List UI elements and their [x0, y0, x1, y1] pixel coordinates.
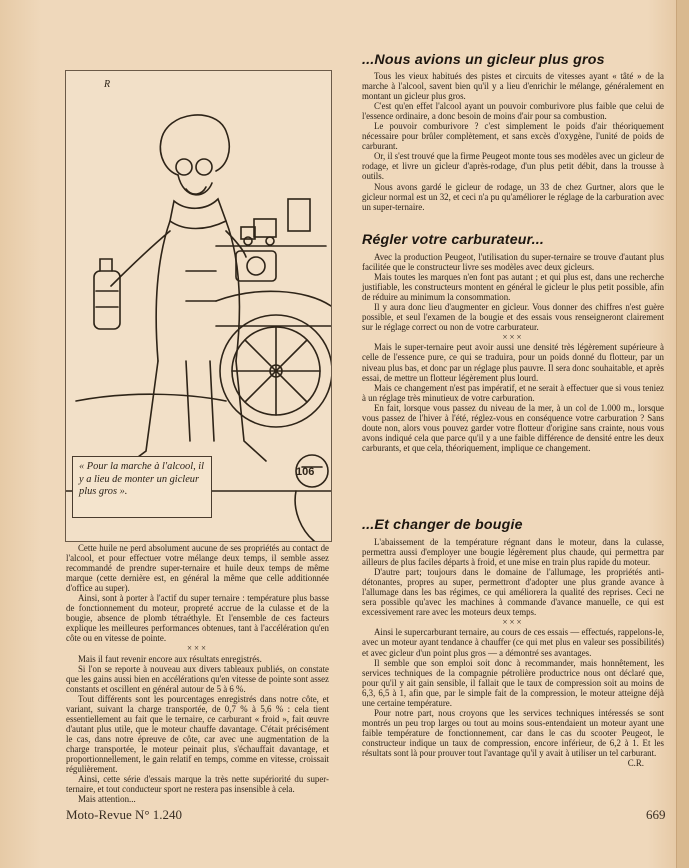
section-heading-carburateur: Régler votre carburateur...: [362, 232, 545, 248]
paragraph: D'autre part; toujours dans le domaine de l'allumage, les propriétés anti-détonantes, propres au super, permettront d'adopter une plus grande avance à l'allumage dans les bas régimes, ce qui améliorera la qualité des reprises. Ceci ne sera possible qu'avec les machines à commande d'avance manuelle, ce qui est excessivement rare avec les moteurs deux temps.: [362, 567, 664, 618]
paragraph: C'est qu'en effet l'alcool ayant un pouvoir comburivore plus faible que celui de l'essence ordinaire, a donc besoin de moins d'air pour sa combustion.: [362, 101, 664, 122]
section-gicleur-text: [362, 71, 664, 212]
paragraph: Pour notre part, nous croyons que les services techniques intéressés se sont montrés un peu trop larges ou tout au moins sous-entendaient un moteur ayant une faible température de fonctionnement, car dans le cas du scooter Peugeot, le constructeur indique un taux de compression, encore inférieur, de 6,2 à 1. Et les résultats sont là pour prouver tout l'avantage qu'il y avait à utiliser un tel carburant.: [362, 707, 664, 758]
paragraph: Mais il faut revenir encore aux résultats enregistrés.: [78, 653, 262, 664]
left-column-text: [66, 543, 329, 804]
author-signature: C.R.: [627, 758, 644, 769]
section-heading-bougie: ...Et changer de bougie: [362, 517, 523, 533]
paragraph: Or, il s'est trouvé que la firme Peugeot monte tous ses modèles avec un gicleur de rodage, et livre un gicleur d'après-rodage, d'un plus petit débit, dans la trousse à outils.: [362, 151, 664, 182]
section-bougie-text: [362, 537, 664, 768]
section-separator: ×××: [502, 617, 524, 628]
svg-text:106: 106: [296, 466, 315, 478]
section-separator: ×××: [186, 643, 208, 654]
section-separator: ×××: [502, 332, 524, 343]
page-number: 669: [646, 807, 666, 822]
paragraph: Ainsi, cette série d'essais marque la très nette supériorité du super-ternaire, et tout conducteur sport ne restera pas insensible à cela.: [66, 774, 329, 795]
paragraph: L'abaissement de la température régnant dans le moteur, dans la culasse, permettra aussi d'employer une bougie légèrement plus chaude, qui permettra par ailleurs de plus faciles départs à froid, et une mise en train plus rapide du moteur.: [362, 537, 664, 568]
paragraph: Il y aura donc lieu d'augmenter en gicleur. Vous donner des chiffres n'est guère possible, et seul l'examen de la bougie et des essais vous renseigneront clairement sur le réglage correct ou non de votre carburateur.: [362, 302, 664, 333]
illustration-caption: « Pour la marche à l'alcool, il y a lieu de monter un gicleur plus gros ».: [72, 456, 212, 518]
paragraph: Tout différents sont les pourcentages enregistrés dans notre côte, et variant, suivant la charge transportée, de 0,7 % à 5,6 % : cela tient essentiellement au fait que le ternaire, ce carburant « froid », fait œuvre d'autant plus utile, que le moteur chauffe davantage. C'était précisément le cas, dans notre épreuve de côte, car avec une augmentation de la charge transportée, le moteur peinait plus, s'échauffait davantage, et proportionnellement, le gain relatif en temps, comme en vitesse, croissait régulièrement.: [66, 693, 329, 775]
paragraph: Ainsi le supercarburant ternaire, au cours de ces essais — effectués, rappelons-le, avec un moteur ayant tendance à chauffer (ce qui met plus en valeur ses possibilités) et avec gicleur d'un point plus gros — a démontré ses avantages.: [362, 627, 664, 658]
paragraph: Ainsi, sont à porter à l'actif du super ternaire : température plus basse de fonctionnement du moteur, propreté accrue de la culasse et de la bougie, absence de plomb tétraéthyle. Et l'ensemble de ces facteurs explique les meilleures performances obtenues, tant à l'accélération qu'en côte ou en vitesse de pointe.: [66, 593, 329, 644]
magazine-footer: Moto-Revue N° 1.240: [66, 807, 183, 822]
svg-text:R: R: [104, 79, 111, 90]
paragraph: Avec la production Peugeot, l'utilisation du super-ternaire se trouve d'autant plus facilitée que le constructeur livre ses modèles avec deux gicleurs.: [362, 252, 664, 273]
paragraph: Nous avons gardé le gicleur de rodage, un 33 de chez Gurtner, alors que le gicleur normal est un 32, et ceci n'a pu qu'améliorer le réglage de la carburation avec un super-ternaire.: [362, 181, 664, 212]
paragraph: En fait, lorsque vous passez du niveau de la mer, à un col de 1.000 m., lorsque vous passez de l'hiver à l'été, réglez-vous en conséquence votre carburation ? Sans doute non, alors vous pouvez garder votre flotteur d'origine sans crainte, nous vous avons indiqué cela que parce qu'il y a une faible différence de densité entre les deux carburants, et que cela, théoriquement, implique ce changement.: [362, 402, 664, 453]
page-spine: [676, 0, 689, 868]
paragraph: Il semble que son emploi soit donc à recommander, mais honnêtement, les services techniques de la compagnie pétrolière productrice nous ont déclaré que, pour qu'il y ait gain sensible, il fallait que le taux de compression soit au moins de 6,3, 6,5 à 1, afin que, par le simple fait de la compression, le moteur atteigne déjà une certaine température.: [362, 657, 664, 708]
paragraph: Cette huile ne perd absolument aucune de ses propriétés au contact de l'alcool, et pour effectuer votre mélange deux temps, il semble assez recommandé de prendre super-ternaire et huile deux temps de même marque (cette dernière est, en général la même que celle additionnée d'office au super).: [66, 543, 329, 594]
paragraph: Tous les vieux habitués des pistes et circuits de vitesses ayant « tâté » de la marche à l'alcool, savent bien qu'il y a lieu d'enrichir le mélange, généralement en montant un gicleur plus gros.: [362, 71, 664, 102]
paragraph: Mais ce changement n'est pas impératif, et ne serait à effectuer que si vous teniez à un réglage très minutieux de votre carburation.: [362, 382, 664, 403]
paragraph: Mais le super-ternaire peut avoir aussi une densité très légèrement supérieure à celle de l'essence pure, ce qui se traduira, pour un poids donné du flotteur, par un niveau plus bas, et donc par un réglage plus pauvre. Il sera donc souhaitable, et après essai, de mettre un flotteur légèrement plus lourd.: [362, 342, 664, 383]
paragraph: Le pouvoir comburivore ? c'est simplement le poids d'air théoriquement nécessaire pour brûler complètement, et sans excès d'oxygène, l'unité de poids de carburant.: [362, 121, 664, 152]
section-carburateur-text: [362, 252, 664, 453]
section-heading-gicleur: ...Nous avions un gicleur plus gros: [362, 52, 605, 68]
paragraph: Mais toutes les marques n'en font pas autant ; et qui plus est, dans une recherche justifiable, les constructeurs montent en général le gicleur le plus petit possible, afin de réduire au minimum la consommation.: [362, 272, 664, 303]
paragraph: Mais attention...: [78, 794, 136, 805]
paragraph: Si l'on se reporte à nouveau aux divers tableaux publiés, on constate que les gains aussi bien en accélérations qu'en vitesse de pointe sont assez constants et oscillent en général autour de 5 à 6 %.: [66, 663, 329, 694]
